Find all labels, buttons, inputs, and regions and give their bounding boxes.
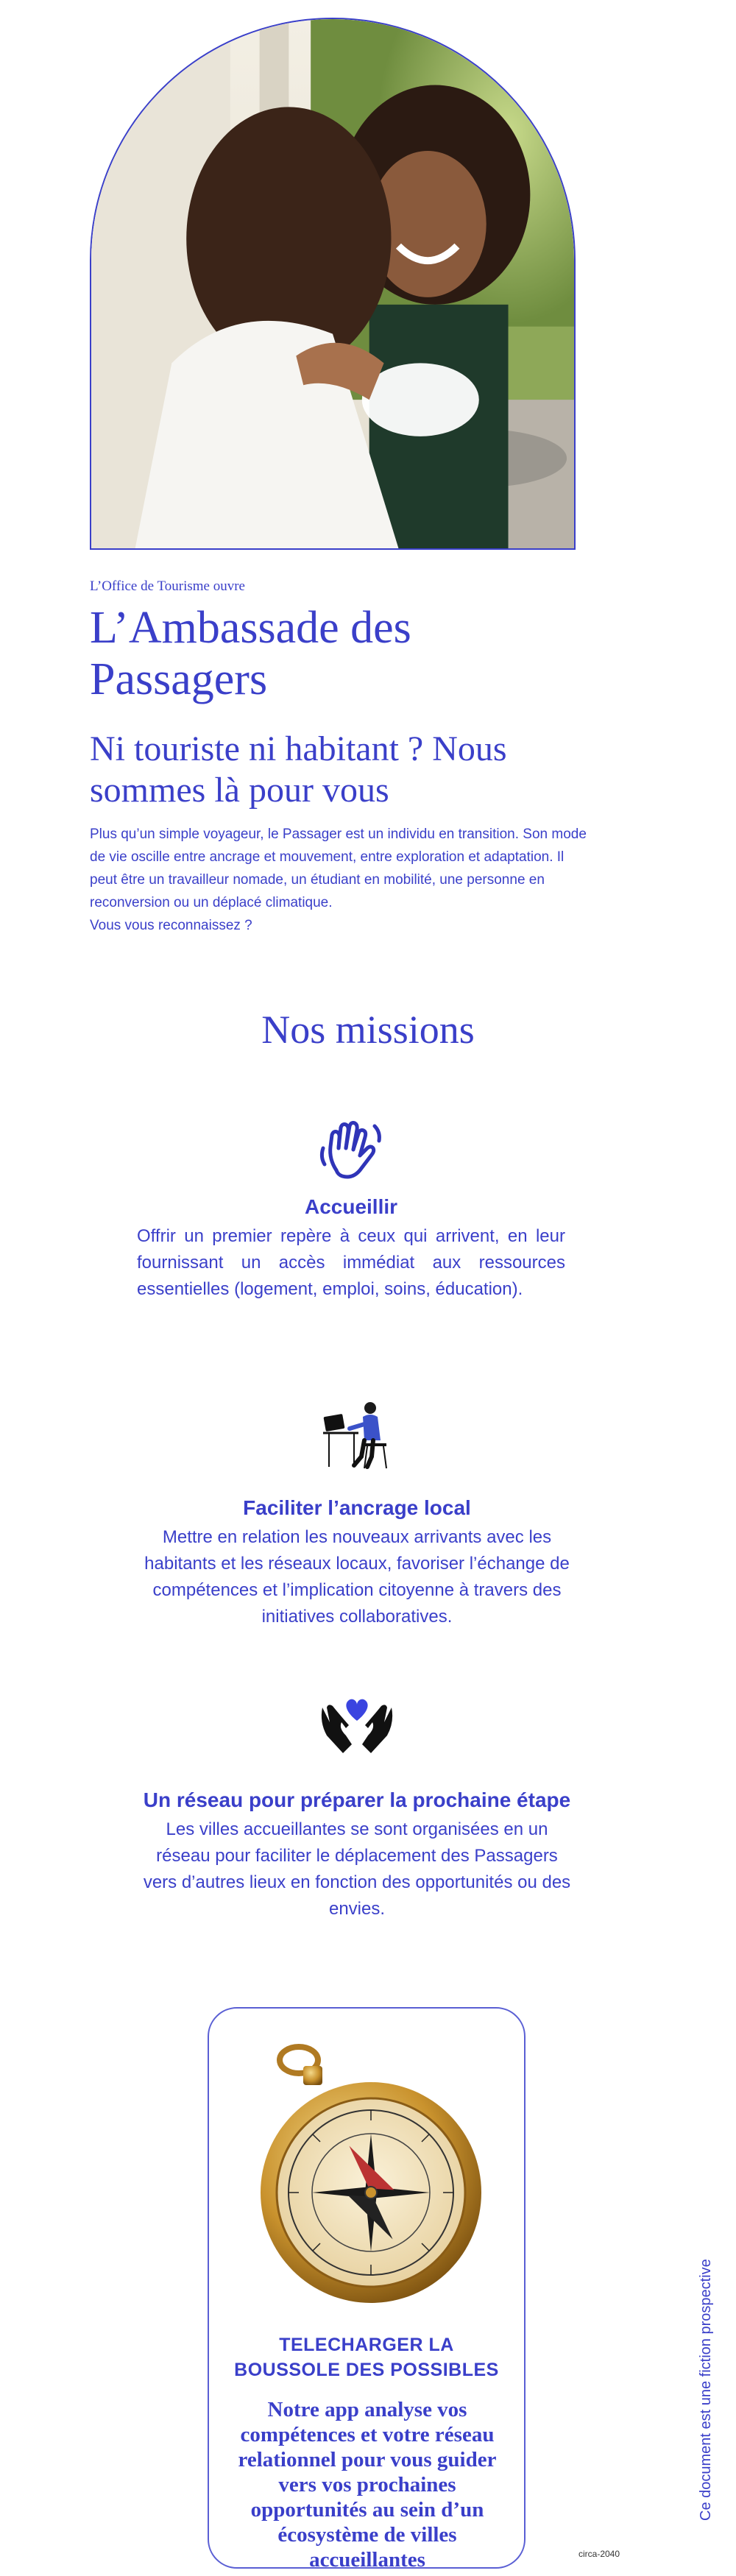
mission-local-anchoring-title: Faciliter l’ancrage local [243, 1496, 471, 1519]
hero-photo [90, 18, 576, 550]
mission-welcome-text: Offrir un premier repère à ceux qui arrivent, en leur fournissant un accès immédiat aux ressources essentielles (logement, emploi, soins, éducation). [137, 1226, 565, 1299]
mission-network-title: Un réseau pour préparer la prochaine étape [143, 1788, 571, 1811]
hands-heart-icon [316, 1693, 397, 1759]
intro-question: Vous vous reconnaissez ? [90, 918, 252, 933]
person-at-desk-icon [320, 1395, 394, 1476]
cta-line-1: TELECHARGER LA [279, 2335, 454, 2355]
page-title-line-1: L’Ambassade des [90, 603, 411, 653]
mission-welcome [137, 1119, 565, 1303]
eyebrow-text: L’Office de Tourisme ouvre [90, 578, 245, 594]
app-description: Notre app analyse vos compétences et votre réseau relationnel pour vous guider vers vos prochaines opportunités au sein d’un écosystème de villes accueillantes [238, 2398, 497, 2572]
page-subtitle [90, 729, 620, 811]
download-app-card[interactable] [208, 2007, 526, 2572]
compass-icon [246, 2031, 489, 2318]
fiction-disclaimer: Ce document est une fiction prospective [698, 2259, 714, 2521]
mission-network [140, 1693, 574, 1922]
download-app-link[interactable] [209, 2332, 524, 2382]
footer-logo: circa-2040 [578, 2549, 620, 2559]
waving-hand-icon [314, 1119, 388, 1185]
hero-photo-illustration [91, 19, 574, 548]
page-subtitle-line-2: sommes là pour vous [90, 771, 389, 810]
page-subtitle-line-1: Ni touriste ni habitant ? Nous [90, 729, 507, 768]
mission-welcome-title: Accueillir [304, 1195, 398, 1218]
page-title-line-2: Passagers [90, 654, 268, 704]
mission-local-anchoring [140, 1395, 574, 1630]
mission-local-anchoring-text: Mettre en relation les nouveaux arrivants avec les habitants et les réseaux locaux, favoriser l’échange de compétences et l’implication citoyenne à travers des initiatives collaboratives. [144, 1527, 570, 1627]
intro-paragraph: Plus qu’un simple voyageur, le Passager est un individu en transition. Son mode de vie oscille entre ancrage et mouvement, entre exploration et adaptation. Il peut être un travailleur nomade, un étudiant en mobilité, une personne en reconversion ou un déplacé climatique. [90, 827, 587, 910]
missions-title: Nos missions [261, 1008, 475, 1052]
intro-text [90, 823, 590, 937]
page-title [90, 602, 605, 705]
mission-network-text: Les villes accueillantes se sont organisées en un réseau pour faciliter le déplacement des Passagers vers d’autres lieux en fonction des opportunités ou des envies. [143, 1819, 571, 1919]
cta-line-2: BOUSSOLE DES POSSIBLES [234, 2360, 499, 2380]
